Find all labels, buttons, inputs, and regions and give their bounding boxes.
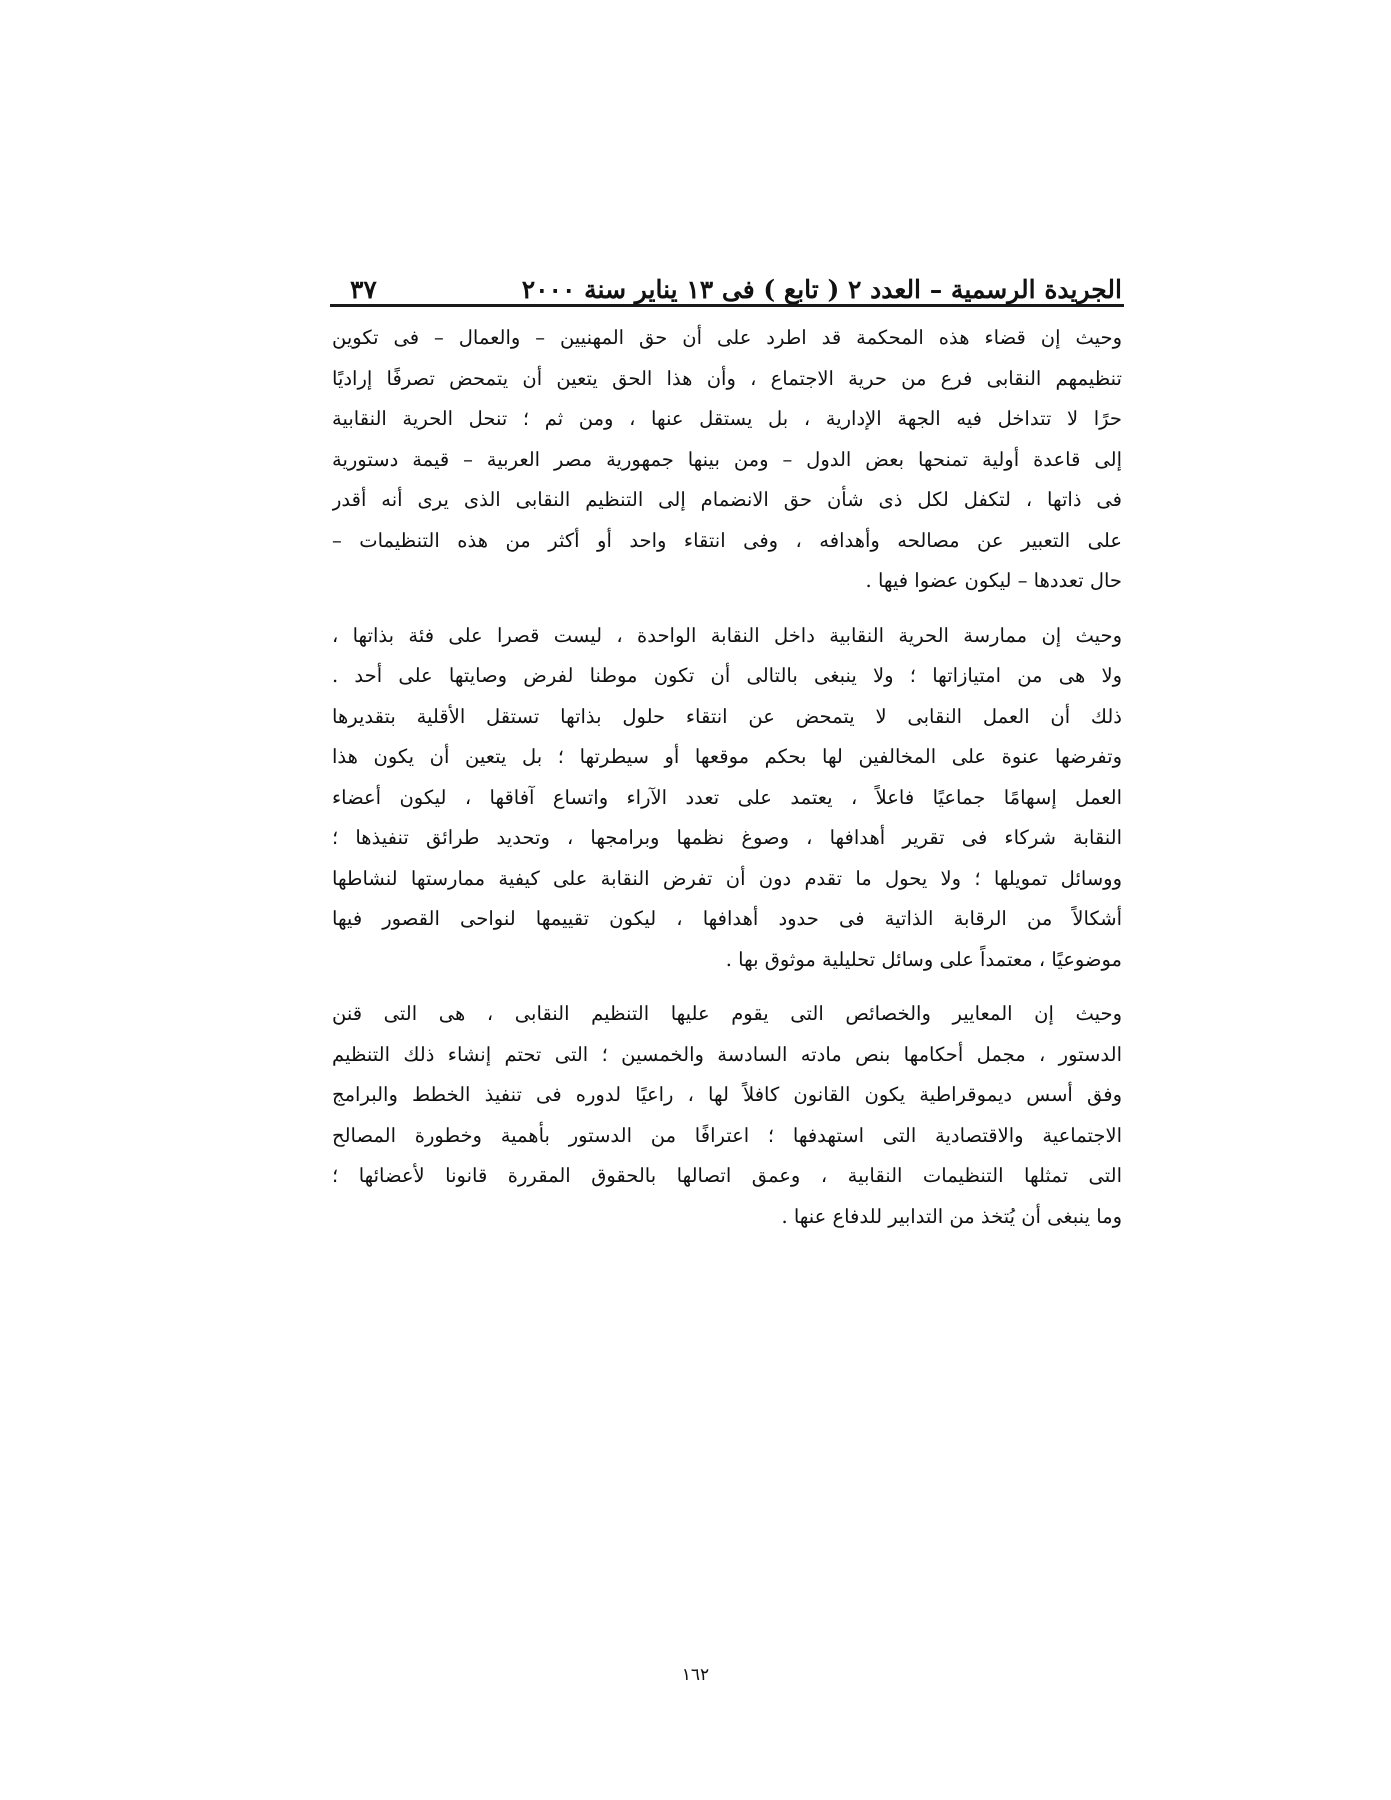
text-line: الدستور ، مجمل أحكامها بنص مادته السادسة والخمسين ؛ التى تحتم إنشاء ذلك التنظيم	[332, 1042, 1122, 1066]
text-line: تنظيمهم النقابى فرع من حرية الاجتماع ، وأن هذا الحق يتعين أن يتمحض تصرفًا إراديًا	[332, 366, 1122, 390]
text-line: ذلك أن العمل النقابى لا يتمحض عن انتقاء حلول بذاتها تستقل الأقلية بتقديرها	[332, 704, 1122, 728]
text-line: ولا هى من امتيازاتها ؛ ولا ينبغى بالتالى أن تكون موطنا لفرض وصايتها على أحد .	[332, 664, 1122, 687]
header-page-number: ٣٧	[350, 275, 377, 304]
paragraph	[332, 318, 1122, 602]
text-line: التى تمثلها التنظيمات النقابية ، وعمق اتصالها بالحقوق المقررة قانونا لأعضائها ؛	[332, 1164, 1122, 1187]
text-line: وحيث إن قضاء هذه المحكمة قد اطرد على أن حق المهنيين – والعمال – فى تكوين	[332, 326, 1122, 349]
text-line: حال تعددها – ليكون عضوا فيها .	[865, 569, 1122, 592]
text-line: النقابة شركاء فى تقرير أهدافها ، وصوغ نظمها وبرامجها ، وتحديد طرائق تنفيذها ؛	[332, 826, 1122, 849]
text-line: موضوعيًا ، معتمداً على وسائل تحليلية موثوق بها .	[725, 947, 1122, 971]
text-line: حرًا لا تتداخل فيه الجهة الإدارية ، بل يستقل عنها ، ومن ثم ؛ تنحل الحرية النقابية	[332, 407, 1122, 430]
text-line: العمل إسهامًا جماعيًا فاعلاً ، يعتمد على تعدد الآراء واتساع آفاقها ، ليكون أعضاء	[332, 785, 1122, 809]
text-line: وما ينبغى أن يُتخذ من التدابير للدفاع عنها .	[781, 1204, 1122, 1228]
gazette-title: الجريدة الرسمية – العدد ٢ ( تابع ) فى ١٣ يناير سنة ٢٠٠٠	[521, 275, 1122, 304]
paragraph	[332, 994, 1122, 1237]
text-line: وفق أسس ديموقراطية يكون القانون كافلاً لها ، راعيًا لدوره فى تنفيذ الخطط والبرامج	[332, 1083, 1122, 1106]
text-line: وتفرضها عنوة على المخالفين لها بحكم موقعها أو سيطرتها ؛ بل يتعين أن يكون هذا	[332, 745, 1122, 768]
text-line: ووسائل تمويلها ؛ ولا يحول ما تقدم دون أن تفرض النقابة على كيفية ممارستها لنشاطها	[332, 866, 1122, 890]
text-line: فى ذاتها ، لتكفل لكل ذى شأن حق الانضمام إلى التنظيم النقابى الذى يرى أنه أقدر	[332, 488, 1122, 511]
page-header	[332, 248, 1122, 304]
text-line: وحيث إن ممارسة الحرية النقابية داخل النقابة الواحدة ، ليست قصرا على فئة بذاتها ،	[332, 623, 1122, 647]
page-footer-number: ١٦٢	[681, 1665, 710, 1685]
header-divider	[330, 304, 1124, 307]
text-line: أشكالاً من الرقابة الذاتية فى حدود أهدافها ، ليكون تقييمها لنواحى القصور فيها	[332, 907, 1122, 930]
text-line: وحيث إن المعايير والخصائص التى يقوم عليها التنظيم النقابى ، هى التى قنن	[332, 1002, 1122, 1025]
text-line: إلى قاعدة أولية تمنحها بعض الدول – ومن بينها جمهورية مصر العربية – قيمة دستورية	[332, 447, 1122, 471]
text-line: الاجتماعية والاقتصادية التى استهدفها ؛ اعترافًا من الدستور بأهمية وخطورة المصالح	[332, 1123, 1122, 1147]
text-line: على التعبير عن مصالحه وأهدافه ، وفى انتقاء واحد أو أكثر من هذه التنظيمات –	[332, 528, 1122, 552]
page-body	[332, 318, 1122, 1251]
paragraph	[332, 616, 1122, 981]
